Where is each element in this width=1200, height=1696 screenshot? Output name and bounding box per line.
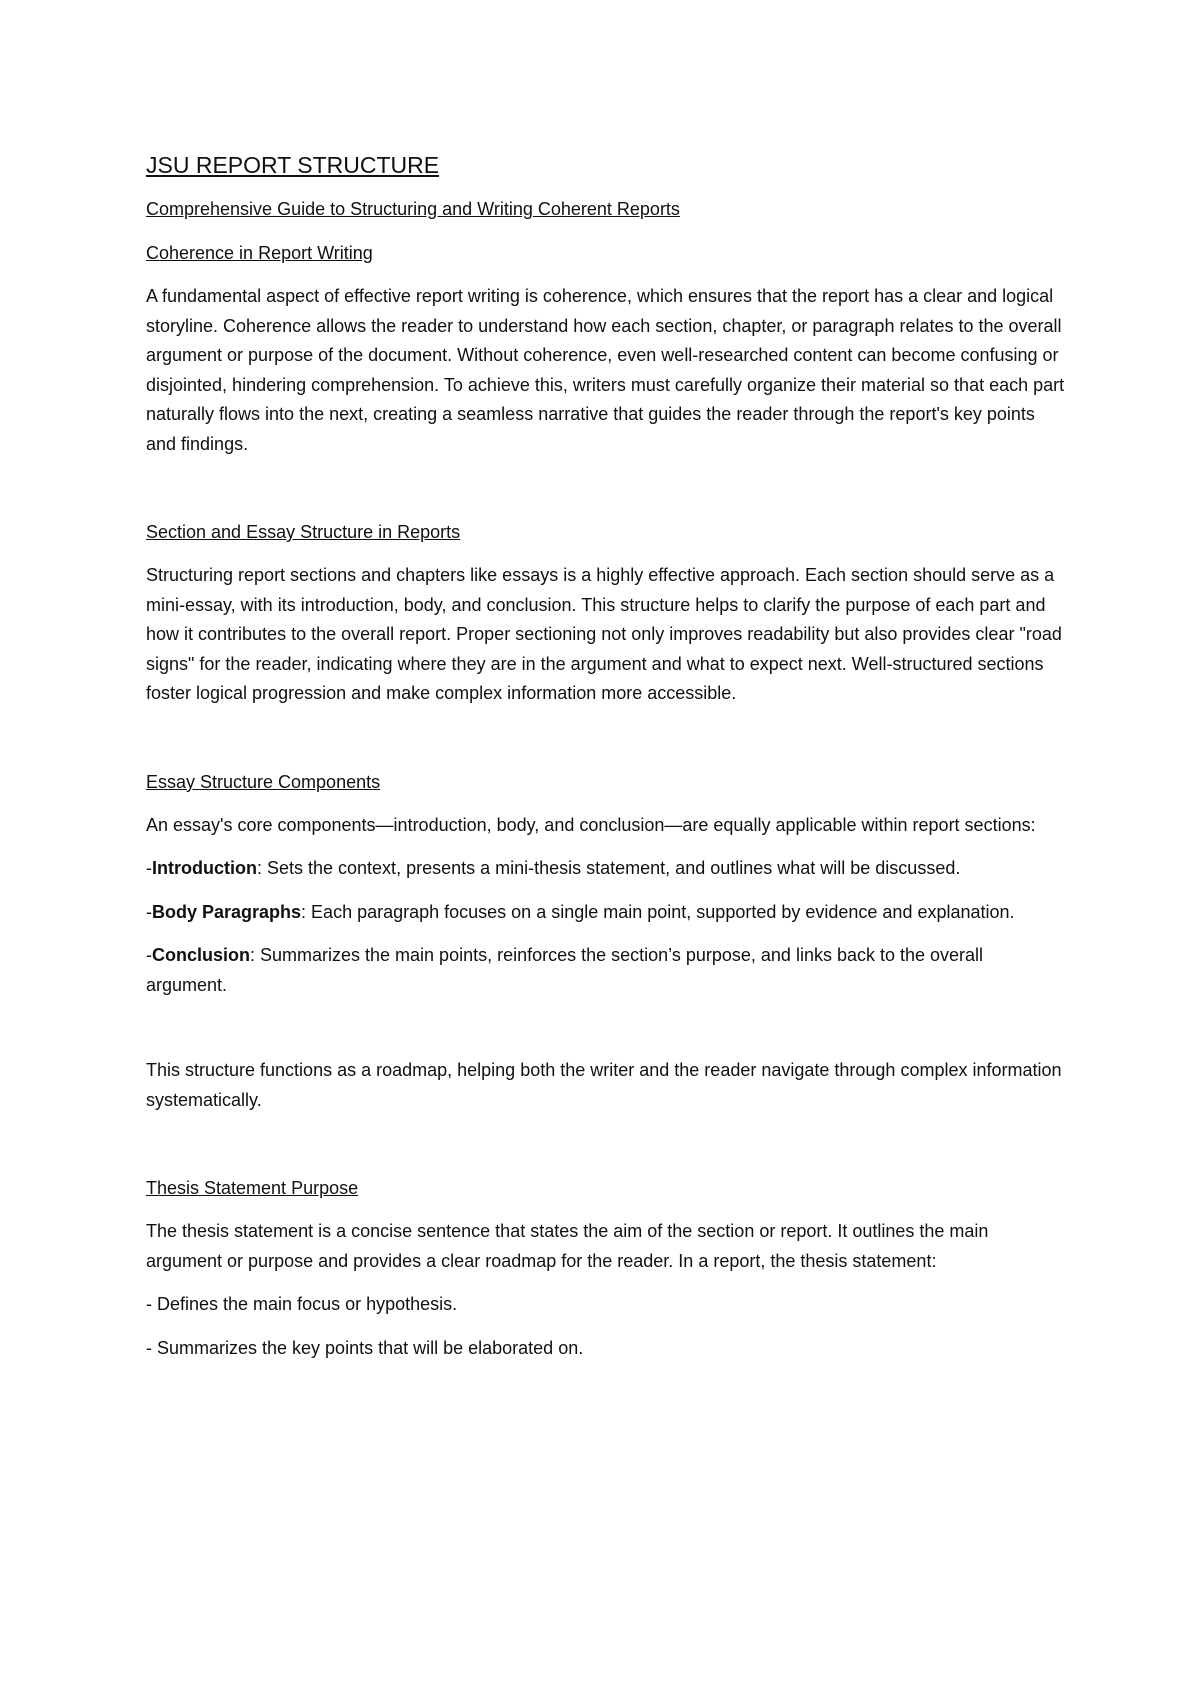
- list-item-prefix: -: [146, 945, 152, 965]
- list-item-text: : Sets the context, presents a mini-thesis statement, and outlines what will be discussed.: [256, 858, 961, 878]
- section-intro-components: An essay's core components—introduction, body, and conclusion—are equally applicable within report sections:: [146, 814, 1036, 835]
- thesis-point: - Defines the main focus or hypothesis.: [146, 1294, 458, 1314]
- section-body-structure: Structuring report sections and chapters like essays is a highly effective approach. Each section should serve as a mini-essay, with its introduction, body, and conclusion. This structure helps to clarify the purpose of each part and how it contributes to the overall report. Proper sectioning not only improves readability but also provides clear "road signs" for the reader, indicating where they are in the argument and what to expect next. Well-structured sections foster logical progression and make complex information more accessible.: [146, 565, 1062, 703]
- section-heading-components: Essay Structure Components: [146, 771, 381, 792]
- section-closing-components: This structure functions as a roadmap, helping both the writer and the reader navigate through complex information systematically.: [146, 1060, 1062, 1110]
- spacer: [146, 473, 1066, 517]
- list-item-label: Conclusion: [152, 945, 250, 965]
- list-item-prefix: -: [146, 858, 152, 878]
- document-content: [146, 150, 1066, 1377]
- document-title: JSU REPORT STRUCTURE: [146, 152, 440, 178]
- section-heading-structure: Section and Essay Structure in Reports: [146, 522, 461, 542]
- document-subtitle: Comprehensive Guide to Structuring and Writing Coherent Reports: [146, 199, 680, 219]
- section-body-thesis: The thesis statement is a concise sentence that states the aim of the section or report. It outlines the main argument or purpose and provides a clear roadmap for the reader. In a report, the thesis statement:: [146, 1221, 989, 1271]
- list-item-introduction: [146, 854, 1066, 884]
- spacer: [146, 723, 1066, 767]
- list-item-label: Introduction: [152, 858, 257, 878]
- list-item-body-paragraphs: [146, 898, 1066, 928]
- spacer: [146, 1129, 1066, 1173]
- list-item-text: : Summarizes the main points, reinforces the section’s purpose, and links back to the overall argument.: [146, 945, 984, 995]
- spacer: [146, 1014, 1066, 1056]
- list-item-label: Body Paragraphs: [152, 901, 302, 922]
- section-heading-thesis: Thesis Statement Purpose: [146, 1178, 359, 1198]
- list-item-text: : Each paragraph focuses on a single main point, supported by evidence and explanation.: [301, 901, 1015, 922]
- section-heading-coherence: Coherence in Report Writing: [146, 243, 373, 263]
- section-body-coherence: A fundamental aspect of effective report writing is coherence, which ensures that the report has a clear and logical storyline. Coherence allows the reader to understand how each section, chapter, or paragraph relates to the overall argument or purpose of the document. Without coherence, even well-researched content can become confusing or disjointed, hindering comprehension. To achieve this, writers must carefully organize their material so that each part naturally flows into the next, creating a seamless narrative that guides the reader through the report's key points and findings.: [146, 286, 1065, 454]
- thesis-point: - Summarizes the key points that will be elaborated on.: [146, 1337, 584, 1358]
- list-item-prefix: -: [146, 901, 152, 922]
- list-item-conclusion: [146, 941, 1066, 1000]
